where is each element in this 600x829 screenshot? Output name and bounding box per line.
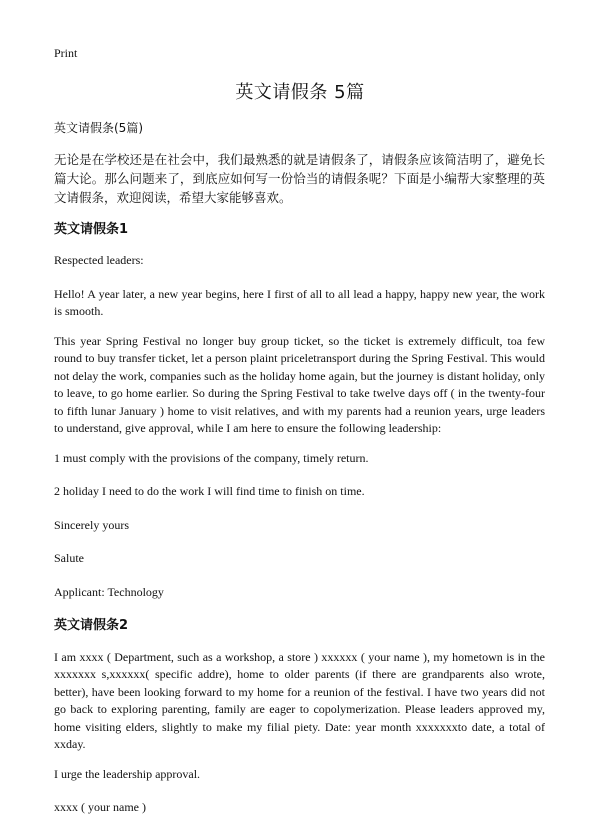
promise-item-2: 2 holiday I need to do the work I will find time to finish on time.	[54, 484, 365, 498]
closing: Sincerely yours	[54, 517, 129, 532]
print-label[interactable]: Print	[54, 46, 78, 60]
leave-request-paragraph: I am xxxx ( Department, such as a workshop, a store ) xxxxxx ( your name ), my hometown is in the xxxxxxx s,xxxxxx( specific addre), home to older parents (if there are grandparents also wrote, better), have been looking forward to my home for a reunion of the festival. I have two years did not go back to exploring parenting, family are eager to copolymerization. Please leaders approved my, home visiting elders, slightly to make my filial piety. Date: year month xxxxxxxto date, a total of xxday.	[54, 649, 545, 751]
salute: Salute	[54, 551, 84, 565]
document-subtitle: 英文请假条(5篇)	[54, 121, 143, 135]
promise-item-1: 1 must comply with the provisions of the company, timely return.	[54, 450, 369, 465]
salutation: Respected leaders:	[54, 253, 144, 267]
urge-approval: I urge the leadership approval.	[54, 766, 201, 781]
section2-heading: 英文请假条2	[54, 618, 129, 633]
page-title: 英文请假条 5篇	[235, 82, 365, 103]
document-body	[54, 120, 545, 829]
signature-line: xxxx ( your name )	[54, 800, 146, 814]
applicant: Applicant: Technology	[54, 584, 164, 599]
request-paragraph: This year Spring Festival no longer buy group ticket, so the ticket is extremely difficult, toa few round to buy transfer ticket, let a person plaint priceletransport during the Spring Festival. This would not delay the work, companies such as the holiday home again, but the journey is distant holiday, only to leave, to go home earlier. So during the Spring Festival to take twelve days off ( in the twenty-four to fifth lunar January ) home to visit relatives, and with my parents had a reunion years, urge leaders to understand, give approval, while I am here to ensure the following leadership:	[54, 333, 545, 435]
greeting-paragraph: Hello! A year later, a new year begins, here I first of all to all lead a happy, happy new year, the work is smooth.	[54, 286, 545, 318]
section1-heading: 英文请假条1	[54, 221, 129, 237]
intro-paragraph: 无论是在学校还是在社会中，我们最熟悉的就是请假条了，请假条应该简洁明了，避免长篇大论。那么问题来了，到底应如何写一份恰当的请假条呢？下面是小编帮大家整理的英文请假条，欢迎阅读，希望大家能够喜欢。	[54, 151, 545, 205]
